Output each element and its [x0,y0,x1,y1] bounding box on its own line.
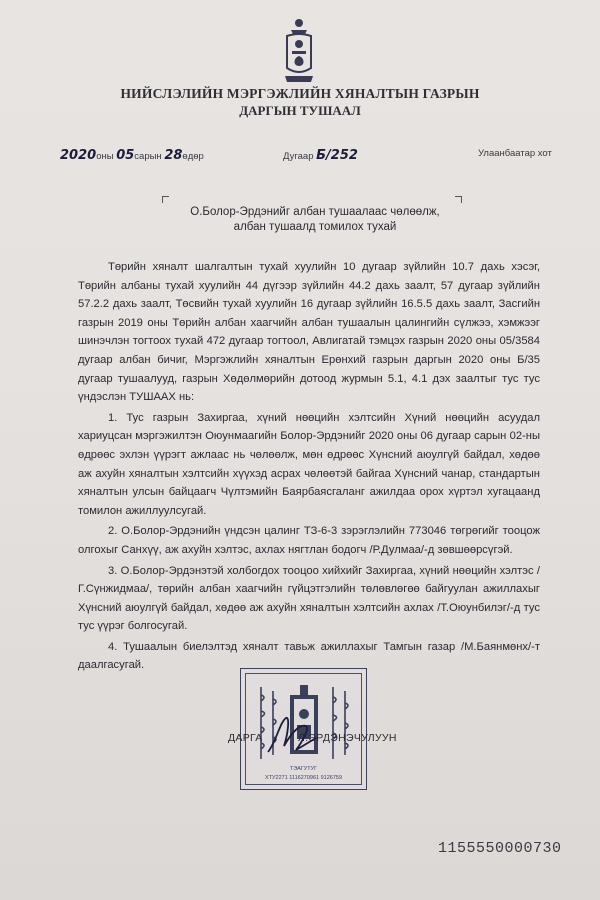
order-item-2: 2. О.Болор-Эрдэнийн үндсэн цалинг ТЗ-6-3 зэрэглэлийн 773046 төгрөгийг тооцож олгохыг Санхүү, аж ахуйн хэлтэс, ахлах нягтлан бодогч /Р.Дулмаа/-д зөвшөөрсүгэй. [78,525,540,556]
order-date [60,148,204,163]
date-month-suffix: сарын [134,151,162,162]
seal-label: ТЭАГУТУГ [289,766,318,772]
number-value: Б/252 [316,148,358,163]
subject-corner-left [162,196,169,203]
date-year-suffix: оны [96,151,114,162]
order-number [283,148,358,163]
order-item-3: 3. О.Болор-Эрдэнэтэй холбогдох тооцоо хийхийг Захиргаа, хүний нөөцийн хэлтэс /Г.Сүнжидмаа/, төрийн албан хаагчийн гүйцэтгэлийн төлөвлөгөө байгуулан ажиллахыг Хүнсний аюулгүй байдал, хөдөө аж ахуйн хяналтын хэлтсийн ахлах /Т.Оюунбилэг/-д тус тус үүрэг болгосугай. [78,564,540,633]
order-subject [150,205,480,235]
date-day-suffix: өдөр [182,151,204,162]
signatory-title: ДАРГА [228,732,263,744]
order-title: ДАРГЫН ТУШААЛ [239,103,361,118]
signatory-name: Л.ЭРДЭНЭЧУЛУУН [298,732,397,744]
subject-line-1: О.Болор-Эрдэнийг албан тушаалаас чөлөөлж, [190,206,440,218]
date-day: 28 [164,148,183,163]
place-label: Улаанбаатар хот [478,148,552,159]
preamble-paragraph: Төрийн хяналт шалгалтын тухай хуулийн 10 дугаар зүйлийн 10.7 дахь хэсэг, Төрийн албаны тухай хуулийн 44 дүгээр зүйлийн 44.2 дахь заалт, 57 дугаар зүйлийн 57.2.2 дахь заалт, Төсвийн тухай хуулийн 16 дугаар зүйлийн 16.5.5 дахь заалт, Засгийн газрын 2019 оны Төрийн албан хаагчийн албан тушаалын цалингийн сүлжээ, хэмжээг шинэчлэн тогтоох тухай 472 дугаар тогтоол, Авлигатай тэмцэх газрын 2020 оны 05/3584 дугаар албан бичиг, Мэргэжлийн хяналтын Ерөнхий газрын даргын 2020 оны Б/35 дугаар тушаалууд, газрын Хөдөлмөрийн дотоод журмын 5.1, 4.1 дэх заалтыг тус тус үндэслэн ТУШААХ нь: [78,261,540,404]
subject-line-2: албан тушаалд томилох тухай [233,221,397,233]
state-emblem-icon [281,18,317,88]
date-month: 05 [116,148,135,163]
serial-number: 1155550000730 [438,840,562,857]
order-body [78,258,540,677]
mongol-script-right-icon [327,683,353,763]
organization-title: НИЙСЛЭЛИЙН МЭРГЭЖЛИЙН ХЯНАЛТЫН ГАЗРЫН [120,86,480,101]
handwritten-signature [262,712,322,762]
subject-corner-right [455,196,462,203]
order-item-1: 1. Тус газрын Захиргаа, хүний нөөцийн хэлтсийн Хүний нөөцийн асуудал хариуцсан мэргэжилтэн Оюунмаагийн Болор-Эрдэнийг 2020 оны 06 дугаар сарын 02-ны өдрөөс эхлэн үүрэгт ажлаас нь чөлөөлж, мөн өдрөөс Хүнсний аюулгүй байдал, хөдөө аж ахуйн хяналтын хэлтсийн хүүхэд асрах чөлөөтэй байгаа Хүнсний чанар, стандартын хяналтын улсын байцаагч Чүлтэмийн Баярбаясгаланг ажилдаа орох хүртэл хугацаанд томилон ажиллуулсугай. [78,411,540,517]
date-year: 2020 [60,148,97,163]
number-label: Дугаар [283,151,314,162]
seal-numbers: ХТУ2271 1116270961 9126759 [265,775,342,781]
order-item-4: 4. Тушаалын биелэлтэд хяналт тавьж ажиллахыг Тамгын газар /М.Баянмөнх/-т даалгасугай. [78,640,540,672]
